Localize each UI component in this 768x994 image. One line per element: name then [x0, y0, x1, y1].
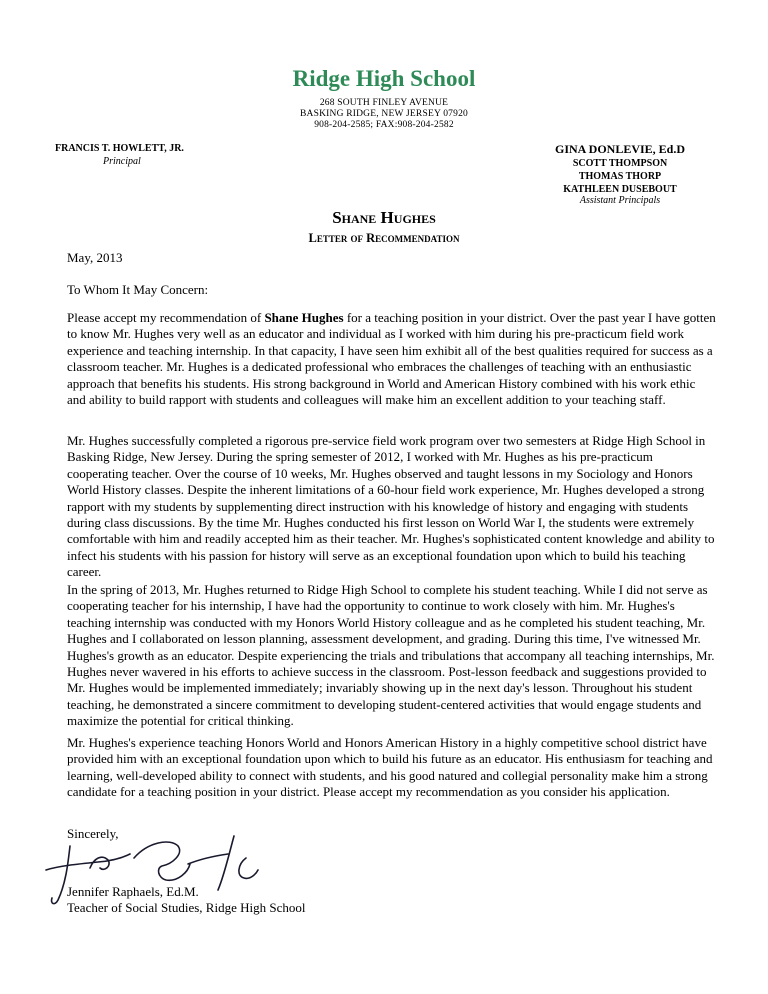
student-name: Shane Hughes: [332, 208, 436, 227]
address-line-2: BASKING RIDGE, NEW JERSEY 07920: [300, 109, 468, 119]
letter-date: May, 2013: [67, 250, 123, 265]
principal-title: Principal: [103, 156, 141, 167]
phone-fax: 908-204-2585; FAX:908-204-2582: [314, 120, 454, 130]
assistant-principal-1: GINA DONLEVIE, Ed.D: [554, 142, 686, 156]
letter-title: Letter of Recommendation: [308, 231, 460, 245]
paragraph-3: In the spring of 2013, Mr. Hughes returned to Ridge High School to complete his student teaching. While I did not serve as cooperating teacher for his internship, I have had the opportunity to continue to work closely with him. Mr. Hughes's teaching internship was conducted with my Honors World History colleague and as he completed his student teaching, Mr. Hughes and I collaborated on lesson planning, assessment development, and grading. During this time, I've witnessed Mr. Hughes's growth as an educator. Despite experiencing the trials and tribulations that accompany all teaching internships, Mr. Hughes never wavered in his efforts to achieve success in the classroom. Post-lesson feedback and suggestions provided to Mr. Hughes would be implemented immediately; invariably showing up in the next day's lesson. Throughout his student teaching, he demonstrated a sincere commitment to developing student-centered activities that would engage students and maximize the potential for critical thinking.: [67, 582, 715, 729]
salutation: To Whom It May Concern:: [67, 282, 209, 297]
assistant-principal-3: THOMAS THORP: [578, 171, 662, 182]
assistant-principal-2: SCOTT THOMPSON: [572, 158, 668, 169]
school-name: Ridge High School: [292, 66, 476, 91]
assistant-principals-title: Assistant Principals: [579, 195, 661, 206]
paragraph-1: [67, 310, 717, 408]
paragraph-2: Mr. Hughes successfully completed a rigorous pre-service field work program over two semesters at Ridge High School in Basking Ridge, New Jersey. During the spring semester of 2012, I worked with Mr. Hughes as his pre-practicum cooperating teacher. Over the course of 10 weeks, Mr. Hughes observed and taught lessons in my Sociology and Honors World History classes. Despite the inherent limitations of a 60-hour field work experience, Mr. Hughes developed a strong rapport with my students by supplementing direct instruction with his knowledge of history and engaging with students during class discussions. By the time Mr. Hughes conducted his first lesson on World War I, the students were extremely comfortable with him and readily accepted him as their teacher. Mr. Hughes's sophisticated content knowledge and ability to infect his students with his passion for history will serve as an exceptional foundation upon which to build his teaching career.: [67, 433, 715, 580]
signer-title: Teacher of Social Studies, Ridge High School: [67, 900, 306, 915]
paragraph-4: Mr. Hughes's experience teaching Honors World and Honors American History in a highly competitive school district have provided him with an exceptional foundation upon which to build his future as an educator. His enthusiasm for teaching and learning, well-developed ability to connect with students, and his good natured and collegial personality make him a strong candidate for a teaching position in your district. Please accept my recommendation as you consider his application.: [67, 735, 713, 800]
principal-name: FRANCIS T. HOWLETT, JR.: [55, 143, 184, 154]
paragraph-1-student-name: Shane Hughes: [264, 310, 344, 325]
address-line-1: 268 SOUTH FINLEY AVENUE: [319, 98, 449, 108]
signer-name: Jennifer Raphaels, Ed.M.: [67, 884, 199, 899]
paragraph-1-rest: for a teaching position in your district. Over the past year I have gotten to know Mr. Hughes very well as an educator and individual as I worked with him during his pre-practicum field work experience and teaching internship. In that capacity, I have seen him exhibit all of the best qualities required for success as a classroom teacher. Mr. Hughes is a dedicated professional who embraces the challenges of teaching with an enthusiastic approach that benefits his students. His strong background in World and American History combined with his work ethic and ability to build rapport with students and colleagues will make him an excellent addition to your teaching staff.: [67, 310, 716, 408]
assistant-principal-4: KATHLEEN DUSEBOUT: [563, 184, 677, 195]
paragraph-1-start: Please accept my recommendation of: [67, 310, 265, 325]
closing: Sincerely,: [67, 826, 119, 841]
